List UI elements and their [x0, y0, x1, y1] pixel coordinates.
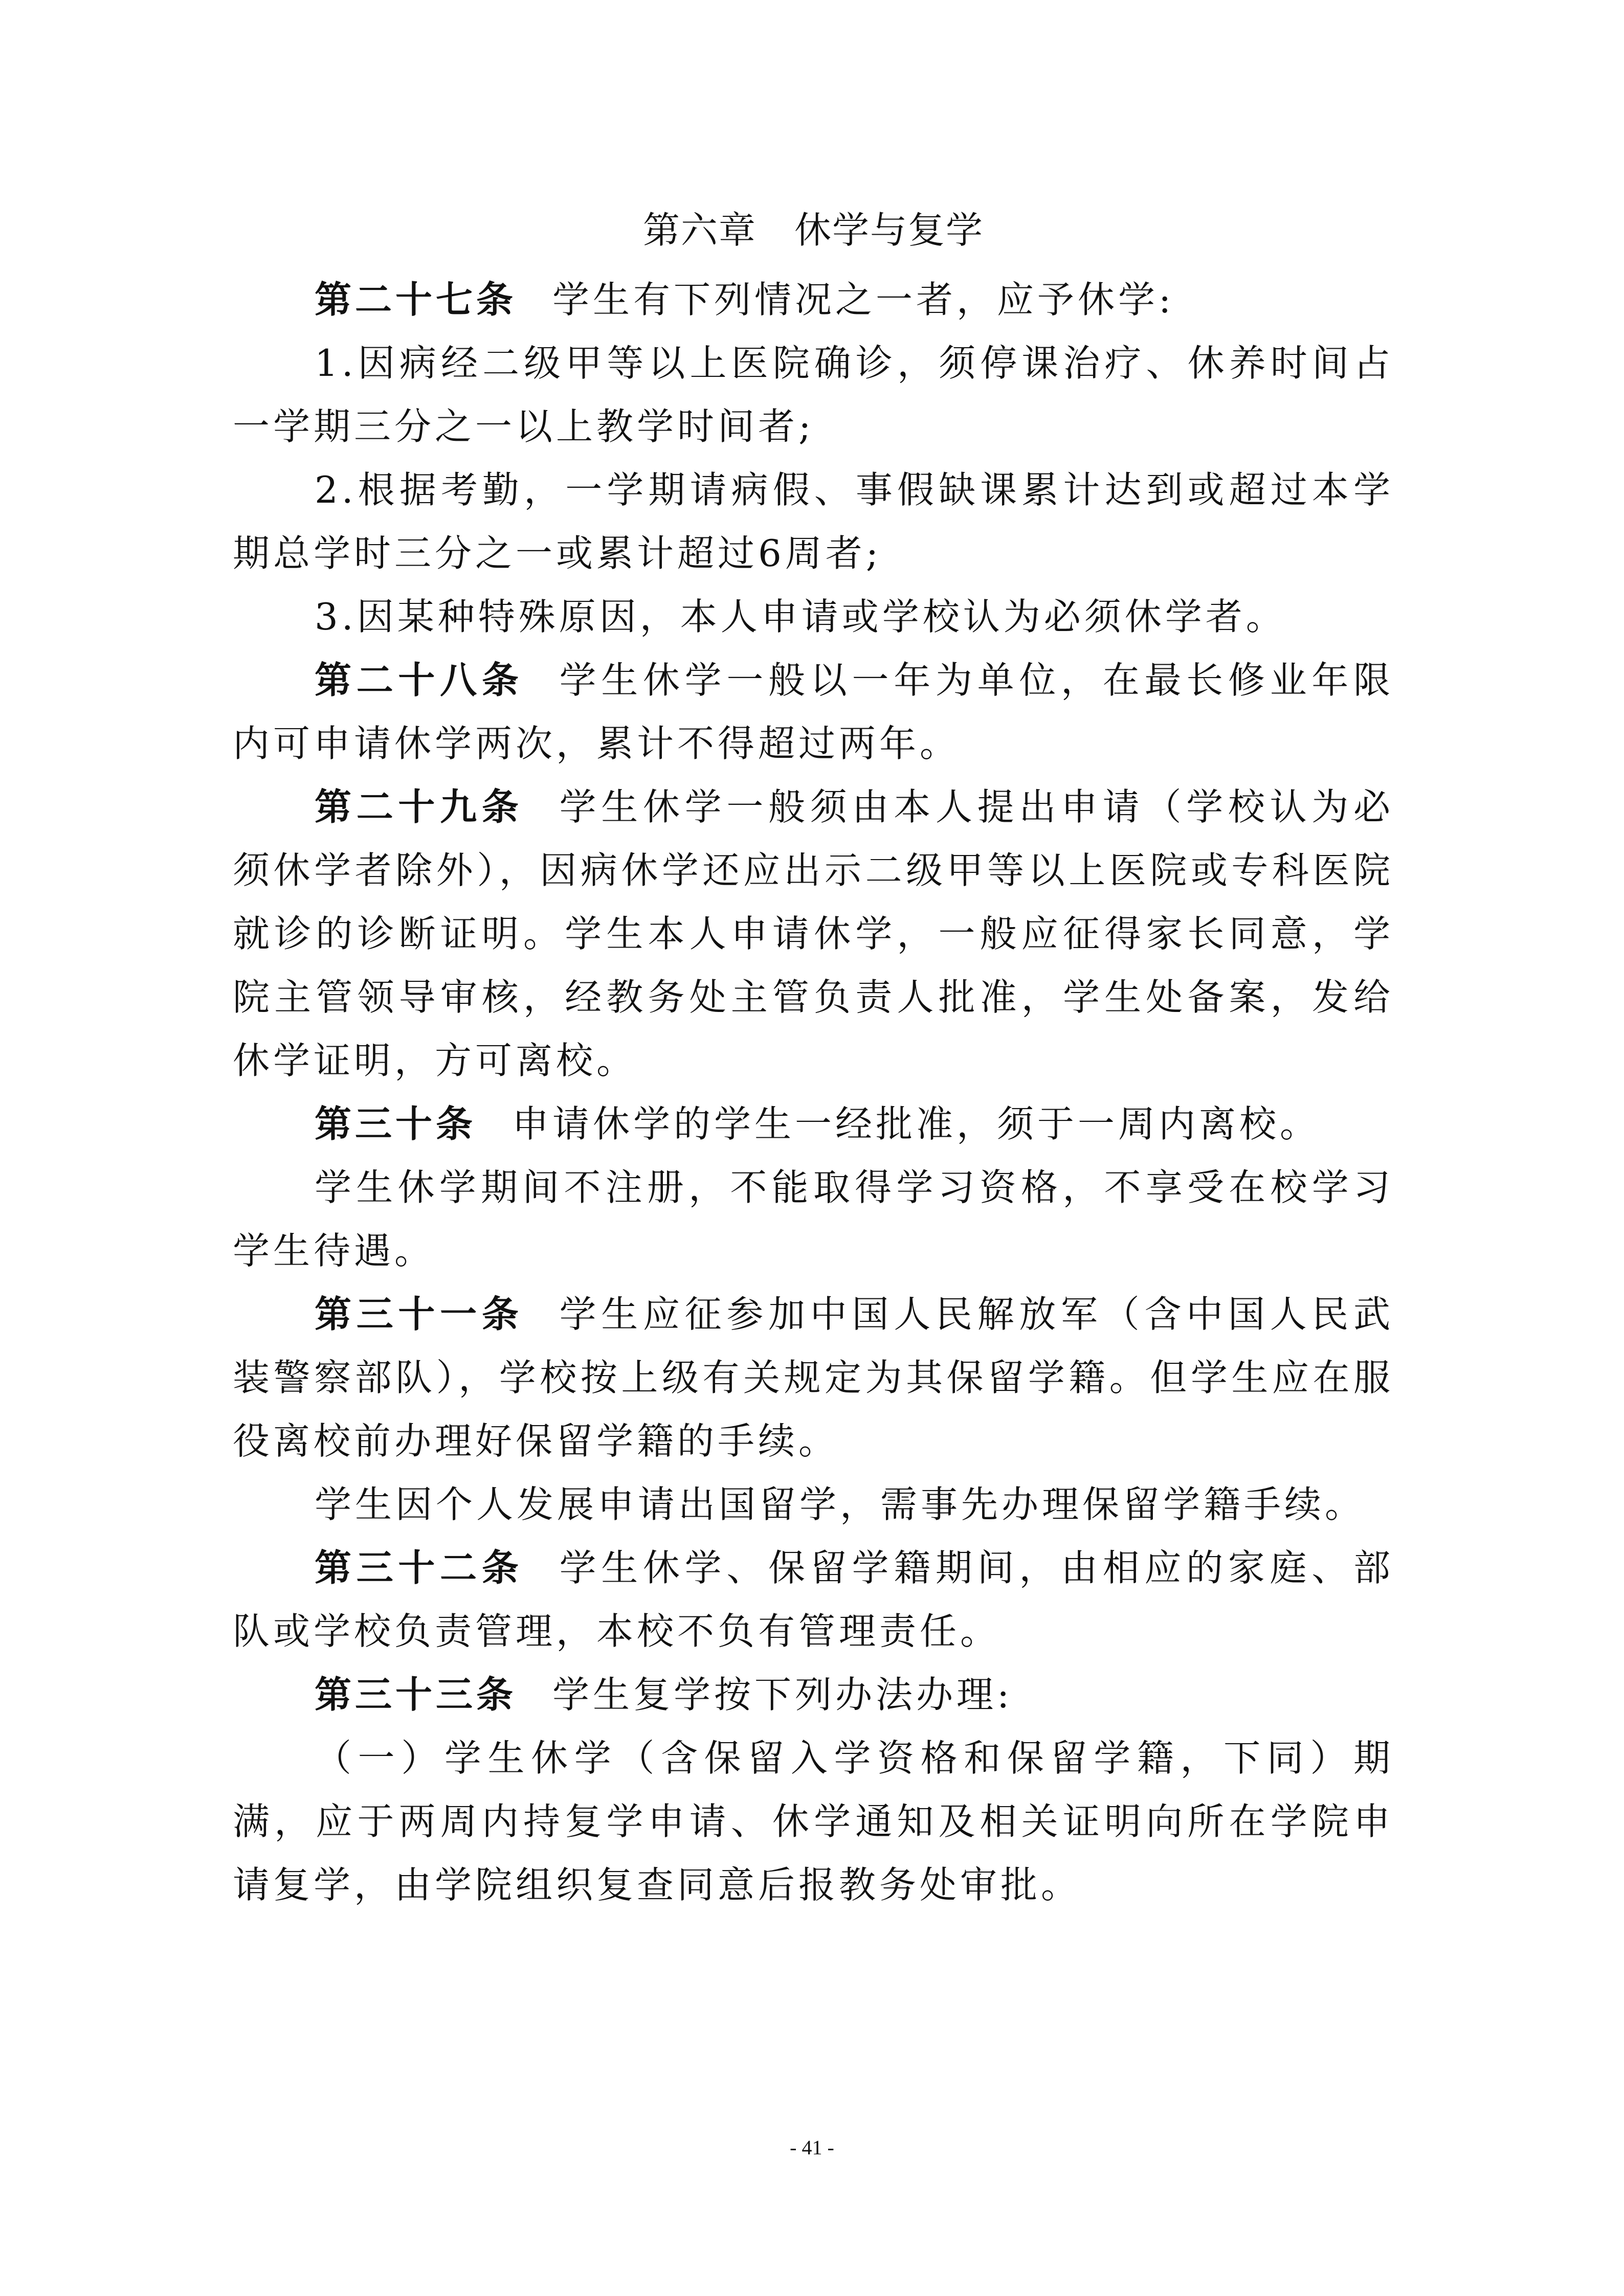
- paragraph-article-33-item-1: [233, 1726, 1394, 1917]
- paragraph-text: 学生因个人发展申请出国留学，需事先办理保留学籍手续。: [315, 1483, 1366, 1526]
- paragraph-item-1: [233, 331, 1394, 458]
- paragraph-text: 学生休学一般须由本人提出申请（学校认为必须休学者除外），因病休学还应出示二级甲等以上医院或专科医院就诊的诊断证明。学生本人申请休学，一般应征得家长同意，学院主管领导审核，经教务处主管负责人批准，学生处备案，发给休学证明，方可离校。: [233, 785, 1394, 1082]
- paragraph-text: 学生应征参加中国人民解放军（含中国人民武装警察部队），学校按上级有关规定为其保留学籍。但学生应在服役离校前办理好保留学籍的手续。: [233, 1293, 1394, 1462]
- article-number: 第二十九条: [315, 785, 524, 828]
- paragraph-text: 申请休学的学生一经批准，须于一周内离校。: [512, 1102, 1321, 1145]
- paragraph-article-28: [233, 648, 1394, 775]
- article-number: 第三十一条: [315, 1292, 524, 1336]
- paragraph-text: 3.因某种特殊原因，本人申请或学校认为必须休学者。: [315, 595, 1286, 638]
- article-number: 第三十三条: [315, 1673, 517, 1716]
- article-number: 第二十八条: [315, 658, 524, 702]
- paragraph-article-27: [233, 268, 1394, 331]
- paragraph-text: 1.因病经二级甲等以上医院确诊，须停课治疗、休养时间占一学期三分之一以上教学时间者;: [233, 342, 1394, 448]
- page-number: - 41 -: [790, 2136, 834, 2159]
- article-number: 第二十七条: [315, 278, 517, 321]
- chapter-title: 第六章 休学与复学: [642, 209, 984, 252]
- paragraph-article-33: [233, 1663, 1394, 1726]
- paragraph-text: 学生有下列情况之一者，应予休学:: [552, 278, 1175, 321]
- paragraph-text: 学生休学一般以一年为单位，在最长修业年限内可申请休学两次，累计不得超过两年。: [233, 659, 1394, 765]
- paragraph-text: 学生休学、保留学籍期间，由相应的家庭、部队或学校负责管理，本校不负有管理责任。: [233, 1546, 1394, 1653]
- paragraph-article-31-sub: [233, 1473, 1394, 1536]
- article-number: 第三十条: [315, 1102, 477, 1145]
- paragraph-text: 学生复学按下列办法办理:: [552, 1673, 1013, 1716]
- paragraph-article-32: [233, 1536, 1394, 1663]
- paragraph-article-31: [233, 1282, 1394, 1473]
- page-content: [233, 205, 1394, 1917]
- paragraph-article-29: [233, 775, 1394, 1092]
- article-number: 第三十二条: [315, 1546, 524, 1589]
- paragraph-item-2: [233, 458, 1394, 585]
- paragraph-article-30: [233, 1092, 1394, 1156]
- paragraph-item-3: [233, 585, 1394, 648]
- paragraph-text: 2.根据考勤，一学期请病假、事假缺课累计达到或超过本学期总学时三分之一或累计超过6周者;: [233, 468, 1394, 575]
- paragraph-text: （一）学生休学（含保留入学资格和保留学籍，下同）期满，应于两周内持复学申请、休学通知及相关证明向所在学院申请复学，由学院组织复查同意后报教务处审批。: [233, 1737, 1394, 1906]
- paragraph-text: 学生休学期间不注册，不能取得学习资格，不享受在校学习学生待遇。: [233, 1166, 1394, 1272]
- paragraph-article-30-sub: [233, 1156, 1394, 1282]
